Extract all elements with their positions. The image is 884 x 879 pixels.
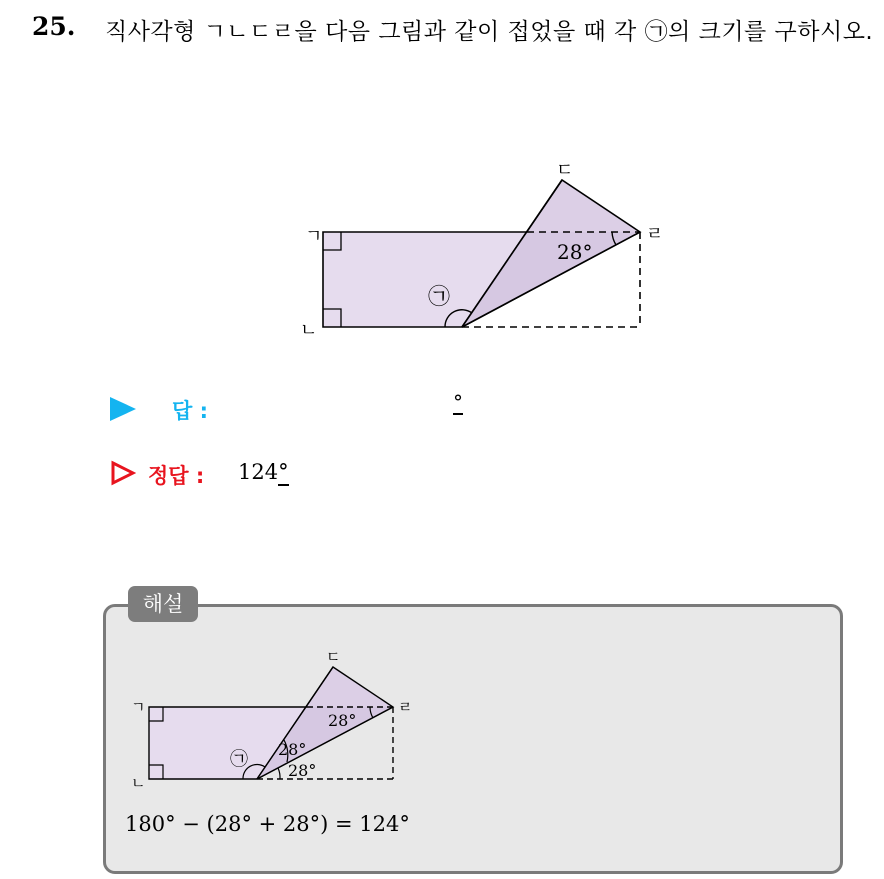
solution-vertex-b: ㄴ bbox=[131, 774, 146, 792]
solution-tag: 해설 bbox=[128, 586, 198, 622]
vertex-label-b: ㄴ bbox=[300, 320, 318, 341]
answer-blank[interactable]: ° bbox=[453, 390, 463, 414]
vertex-label-a: ㄱ bbox=[305, 226, 323, 247]
unknown-angle-label: ㉠ bbox=[428, 285, 451, 310]
correct-answer-label: 정답 : bbox=[148, 464, 205, 488]
solution-vertex-c: ㄷ bbox=[326, 648, 341, 666]
solution-angle-mid: 28° bbox=[278, 740, 307, 759]
solution-vertex-d: ㄹ bbox=[398, 698, 413, 716]
solution-angle-low: 28° bbox=[288, 761, 317, 780]
question-number: 25. bbox=[32, 12, 76, 41]
solution-angle-top: 28° bbox=[328, 711, 357, 730]
vertex-label-c: ㄷ bbox=[556, 160, 574, 181]
solution-unknown-label: ㉠ bbox=[230, 749, 248, 770]
solution-equation: 180° − (28° + 28°) = 124° bbox=[125, 812, 410, 836]
vertex-label-d: ㄹ bbox=[646, 224, 664, 245]
answer-label: 답 : bbox=[172, 399, 208, 423]
correct-answer-value: 124° bbox=[238, 460, 289, 484]
question-text: 직사각형 ㄱㄴㄷㄹ을 다음 그림과 같이 접었을 때 각 ㉠의 크기를 구하시오. bbox=[105, 19, 874, 45]
solution-vertex-a: ㄱ bbox=[131, 698, 146, 716]
angle-label-28: 28° bbox=[557, 240, 593, 264]
